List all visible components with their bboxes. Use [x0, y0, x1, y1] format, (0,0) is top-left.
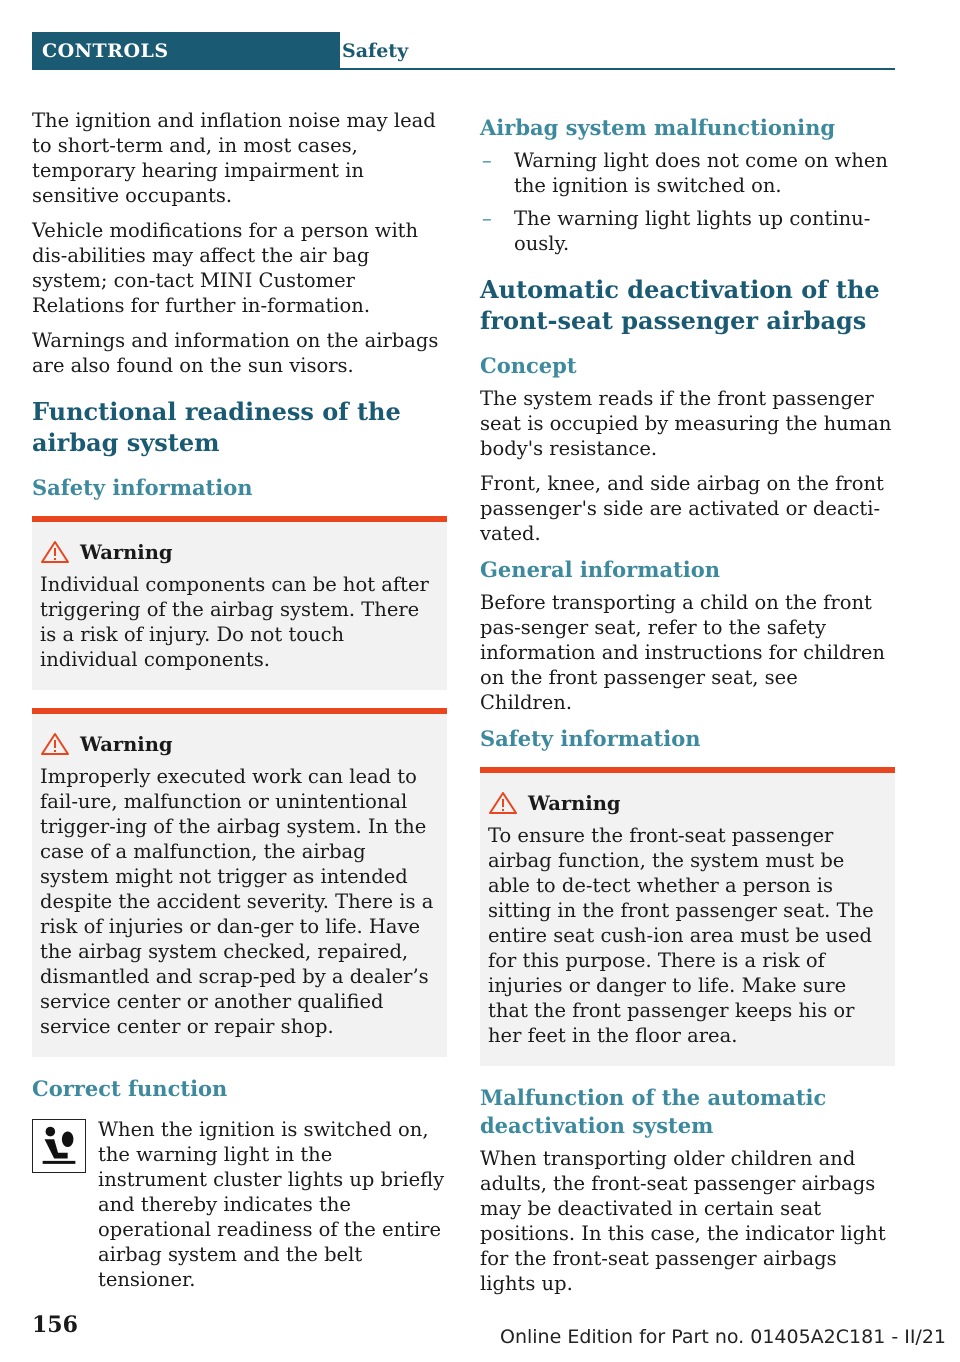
section-tab: CONTROLS: [32, 32, 340, 70]
heading-safety-information: Safety information: [480, 726, 701, 751]
airbag-indicator-icon: [32, 1119, 86, 1173]
warning-title: Warning: [80, 540, 173, 564]
heading-concept: Concept: [480, 353, 577, 378]
paragraph-noise: The ignition and inflation noise may lead to short-term and, in most cases, temporary hearing impairment in sensitive occupants.: [32, 109, 436, 207]
heading-functional-readiness: Functional readiness of the airbag system: [32, 397, 401, 457]
warning-title: Warning: [80, 732, 173, 756]
warning-triangle-icon: [40, 540, 70, 564]
left-column: [32, 108, 447, 1302]
paragraph-concept-1: The system reads if the front passenger seat is occupied by measuring the human body's resistance.: [480, 387, 892, 460]
right-column: [480, 108, 895, 1306]
heading-automatic-deactivation: Automatic deactivation of the front-seat passenger airbags: [480, 275, 880, 335]
warning-text: To ensure the front-seat passenger airbag function, the system must be able to de‐tect whether a person is sitting in the front passenger seat. The entire seat cush‐ion area must be used for this purpose. There is a risk of injuries or danger to life. Make sure that the front passenger keeps his or her feet in the floor area.: [488, 824, 874, 1047]
warning-title: Warning: [528, 791, 621, 815]
warning-triangle-icon: [40, 732, 70, 756]
paragraph-concept-2: Front, knee, and side airbag on the front passenger's side are activated or deacti‐vated.: [480, 472, 884, 545]
heading-safety-information: Safety information: [32, 475, 253, 500]
footer-edition: Online Edition for Part no. 01405A2C181 - II/21: [500, 1326, 947, 1348]
header-rule: [330, 68, 895, 70]
warning-text: Individual components can be hot after triggering of the airbag system. There is a risk of injury. Do not touch individual components.: [40, 573, 429, 671]
list-item: – The warning light lights up continu‐ously.: [480, 206, 895, 256]
warning-box: [480, 767, 895, 1066]
paragraph-sun-visors: Warnings and information on the airbags are also found on the sun visors.: [32, 329, 439, 377]
page-header: [32, 32, 895, 70]
list-item: – Warning light does not come on when the ignition is switched on.: [480, 148, 895, 198]
heading-airbag-malfunction: Airbag system malfunctioning: [480, 115, 836, 140]
topic-title: Safety: [342, 40, 409, 62]
paragraph-malfunction-automatic: When transporting older children and adults, the front-seat passenger airbags may be deactivated in certain seat positions. In this case, the indicator light for the front-seat passenger airbags lights up.: [480, 1147, 886, 1295]
heading-correct-function: Correct function: [32, 1076, 228, 1101]
warning-box: [32, 516, 447, 690]
malfunction-list: [480, 148, 895, 256]
warning-triangle-icon: [488, 791, 518, 815]
paragraph-modifications: Vehicle modifications for a person with dis‐abilities may affect the air bag system; con‐tact MINI Customer Relations for further in‐formation.: [32, 219, 419, 317]
heading-malfunction-automatic: Malfunction of the automatic deactivation system: [480, 1085, 827, 1138]
heading-general-information: General information: [480, 557, 721, 582]
warning-box: [32, 708, 447, 1057]
paragraph-general: Before transporting a child on the front pas‐senger seat, refer to the safety information and instructions for children on the front passenger seat, see Children.: [480, 591, 885, 714]
correct-function-text: When the ignition is switched on, the warning light in the instrument cluster lights up briefly and thereby indicates the operational readiness of the entire airbag system and the belt tensioner.: [98, 1118, 445, 1291]
warning-text: Improperly executed work can lead to fail‐ure, malfunction or unintentional trigger‐ing of the airbag system. In the case of a malfunction, the airbag system might not trigger as intended despite the accident severity. There is a risk of injuries or dan‐ger to life. Have the airbag system checked, repaired, dismantled and scrap‐ped by a dealer’s service center or another qualified service center or repair shop.: [40, 765, 434, 1038]
page-number: 156: [32, 1312, 78, 1338]
